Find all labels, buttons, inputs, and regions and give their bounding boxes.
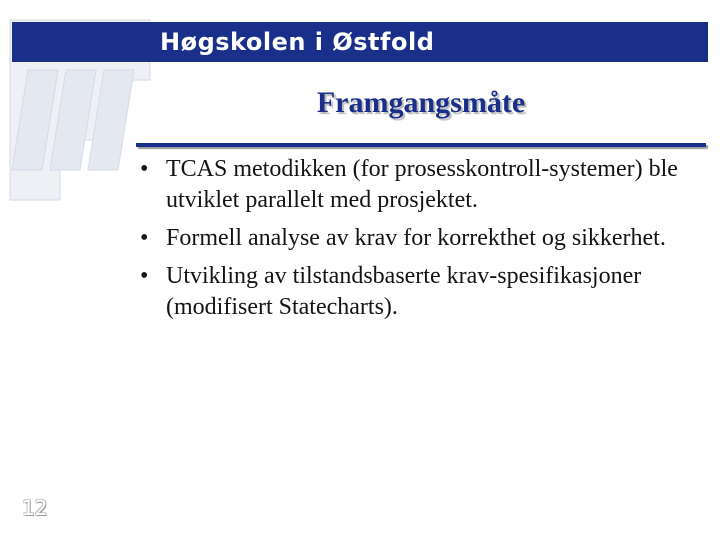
bullet-text: Formell analyse av krav for korrekthet og sikkerhet.: [166, 225, 666, 251]
bullet-text: TCAS metodikken (for prosesskontroll-systemer) ble utviklet parallelt med prosjektet.: [166, 156, 678, 213]
bullet-item: [140, 261, 710, 323]
bullet-item: [140, 223, 710, 254]
title-underline: [136, 143, 706, 147]
bullet-list: [140, 154, 710, 330]
bullet-text: Utvikling av tilstandsbaserte krav-spesifikasjoner (modifisert Statecharts).: [166, 263, 642, 320]
bullet-marker: •: [140, 225, 149, 251]
bullet-marker: •: [140, 156, 149, 182]
institution-name: Høgskolen i Østfold: [160, 28, 435, 56]
hiof-logo-watermark-icon: [0, 0, 160, 540]
bullet-marker: •: [140, 263, 149, 289]
slide-number: 12: [22, 496, 48, 520]
bullet-item: [140, 154, 710, 216]
slide-title: Framgangsmåte: [316, 86, 526, 119]
